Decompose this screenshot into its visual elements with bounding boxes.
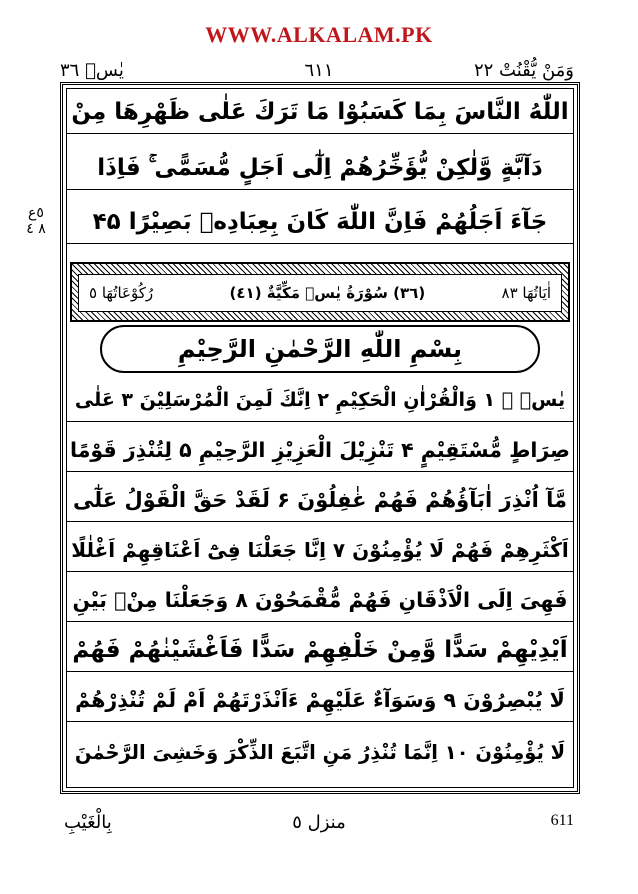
text-line: جَآءَ اَجَلُهُمْ فَاِنَّ اللّٰهَ كَانَ بِعِبَادِهٖ بَصِيْرًا ۴۵ [66,200,574,244]
text-line: لَا يُؤْمِنُوْنَ ۱۰ اِنَّمَا تُنْذِرُ مَنِ اتَّبَعَ الذِّكْرَ وَخَشِىَ الرَّحْمٰنَ [74,740,566,764]
surah-title: (٣٦) سُوْرَةُ يٰسۤ مَكِّيَّةٌ (٤١) [229,284,426,302]
footer-page-number: 611 [550,812,574,829]
surah-banner [70,262,570,322]
text-line: يٰسۤ ۚ ۱ وَالْقُرْاٰنِ الْحَكِيْمِ ۲ اِنَّكَ لَمِنَ الْمُرْسَلِيْنَ ۳ عَلٰى [66,378,574,422]
text-line: اللّٰهُ النَّاسَ بِمَا كَسَبُوْا مَا تَرَكَ عَلٰى ظَهْرِهَا مِنْ [66,90,574,134]
footer-manzil: منزل ٥ [292,812,346,833]
text-line: فَهِىَ اِلَى الْاَذْقَانِ فَهُمْ مُّقْمَحُوْنَ ۸ وَجَعَلْنَا مِنْۢ بَيْنِ [66,578,574,622]
margin-ruku-marker: ٥ع ٨ ٤ [26,205,46,237]
text-line: مَّآ اُنْذِرَ اٰبَآؤُهُمْ فَهُمْ غٰفِلُوْنَ ۶ لَقَدْ حَقَّ الْقَوْلُ عَلٰٓى [66,478,574,522]
text-line: دَآبَّةٍ وَّلٰكِنْ يُّؤَخِّرُهُمْ اِلٰٓى اَجَلٍ مُّسَمًّى ۚ فَاِذَا [66,146,574,190]
bismillah-panel [100,325,540,373]
surah-ayat-count: اٰيَاتُهَا ٨٣ [501,284,551,302]
text-line: اَيْدِيْهِمْ سَدًّا وَّمِنْ خَلْفِهِمْ سَدًّا فَاَغْشَيْنٰهُمْ فَهُمْ [66,628,574,672]
text-line: لَا يُبْصِرُوْنَ ۹ وَسَوَآءٌ عَلَيْهِمْ ءَاَنْذَرْتَهُمْ اَمْ لَمْ تُنْذِرْهُمْ [66,678,574,722]
header-surah-label: يٰسۤ ٣٦ [60,60,124,81]
text-line: اَكْثَرِهِمْ فَهُمْ لَا يُؤْمِنُوْنَ ۷ اِنَّا جَعَلْنَا فِىْٓ اَعْنَاقِهِمْ اَغْلٰلًا [66,528,574,572]
header-page-number: ٦١١ [304,60,334,81]
site-watermark: WWW.ALKALAM.PK [205,22,433,47]
bismillah-text: بِسْمِ اللّٰهِ الرَّحْمٰنِ الرَّحِيْمِ [177,335,463,363]
surah-ruku-count: رُكُوْعَاتُهَا ٥ [89,284,154,302]
header-juz-label: وَمَنْ يُّقْنُتْ ۲۲ [473,60,574,81]
footer-catchword: بِالْغَيْبِ [64,812,112,833]
text-line: صِرَاطٍ مُّسْتَقِيْمٍ ۴ تَنْزِيْلَ الْعَزِيْزِ الرَّحِيْمِ ۵ لِتُنْذِرَ قَوْمًا [66,428,574,472]
